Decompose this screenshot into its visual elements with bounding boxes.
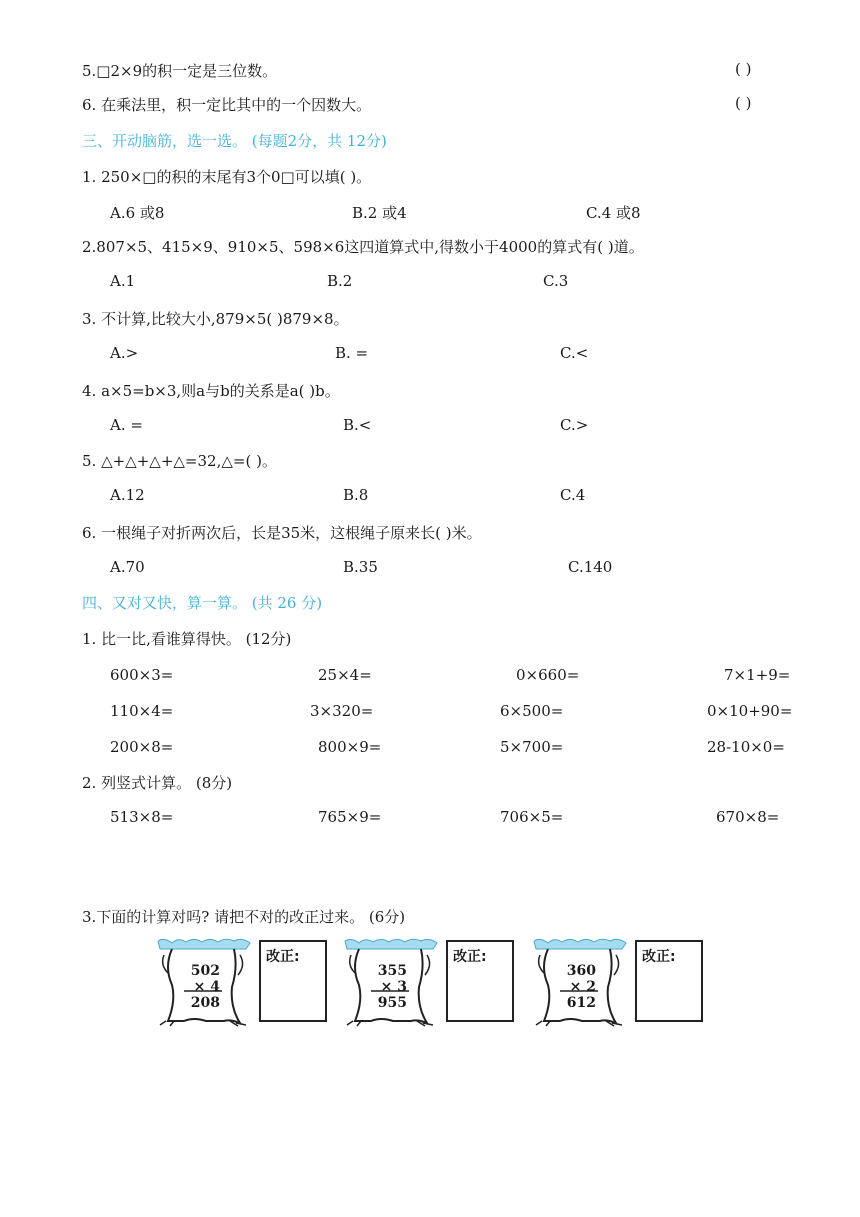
s3-q1-stem: 1. 250×□的积的末尾有3个0□可以填( )。 xyxy=(82,168,372,186)
judge-q6: 6. 在乘法里，积一定比其中的一个因数大。 xyxy=(82,96,372,114)
judge-q6-answer[interactable]: ( ) xyxy=(735,94,752,112)
oral-calc: 25×4= xyxy=(318,666,372,684)
oral-calc: 6×500= xyxy=(500,702,564,720)
section4-title: 四、又对又快，算一算。 (共 26 分) xyxy=(82,594,323,612)
tree2-multiplier: × 3 xyxy=(380,979,407,995)
vertical-calc: 765×9= xyxy=(318,808,382,826)
oral-calc: 7×1+9= xyxy=(724,666,791,684)
s3-q1-option-c[interactable]: C.4 或8 xyxy=(586,204,641,222)
tree1-multiplier: × 4 xyxy=(193,979,220,995)
s3-q2-stem: 2.807×5、415×9、910×5、598×6这四道算式中,得数小于4000的算式有( )道。 xyxy=(82,238,644,256)
s3-q3-option-a[interactable]: A.> xyxy=(110,344,139,362)
vertical-calc: 670×8= xyxy=(716,808,780,826)
vertical-calc: 706×5= xyxy=(500,808,564,826)
oral-calc: 5×700= xyxy=(500,738,564,756)
s4-part2-heading: 2. 列竖式计算。 (8分) xyxy=(82,774,233,792)
tree3-multiplier: × 2 xyxy=(569,979,596,995)
fix-label: 改正: xyxy=(453,949,487,965)
judge-q5-answer[interactable]: ( ) xyxy=(735,60,752,78)
tree3-result: 612 xyxy=(566,995,596,1011)
tree3-top: 360 xyxy=(566,963,596,979)
s3-q4-option-b[interactable]: B.< xyxy=(343,416,372,434)
oral-calc: 110×4= xyxy=(110,702,174,720)
s3-q5-option-a[interactable]: A.12 xyxy=(110,486,145,504)
oral-calc: 0×660= xyxy=(516,666,580,684)
tree2-top: 355 xyxy=(377,963,407,979)
s3-q1-option-a[interactable]: A.6 或8 xyxy=(110,204,165,222)
s3-q6-option-a[interactable]: A.70 xyxy=(110,558,145,576)
s4-part3-heading: 3.下面的计算对吗? 请把不对的改正过来。 (6分) xyxy=(82,908,406,926)
s3-q2-option-a[interactable]: A.1 xyxy=(110,272,136,290)
fix-label: 改正: xyxy=(266,949,300,965)
s3-q6-stem: 6. 一根绳子对折两次后，长是35米，这根绳子原来长( )米。 xyxy=(82,524,482,542)
vertical-calc: 513×8= xyxy=(110,808,174,826)
fix-box-1[interactable] xyxy=(259,940,327,1022)
oral-calc: 28-10×0= xyxy=(707,738,785,756)
s3-q5-stem: 5. △+△+△+△=32,△=( )。 xyxy=(82,452,277,470)
tree1-top: 502 xyxy=(190,963,220,979)
oral-calc: 200×8= xyxy=(110,738,174,756)
tree2-result: 955 xyxy=(377,995,407,1011)
s3-q3-stem: 3. 不计算,比较大小,879×5( )879×8。 xyxy=(82,310,349,328)
fix-label: 改正: xyxy=(642,949,676,965)
s3-q4-option-c[interactable]: C.> xyxy=(560,416,589,434)
s3-q2-option-c[interactable]: C.3 xyxy=(543,272,569,290)
s3-q3-option-b[interactable]: B. = xyxy=(335,344,369,362)
section3-title: 三、开动脑筋，选一选。 (每题2分，共 12分) xyxy=(82,132,387,150)
tree1-result: 208 xyxy=(190,995,220,1011)
s3-q6-option-c[interactable]: C.140 xyxy=(568,558,613,576)
judge-q5: 5.□2×9的积一定是三位数。 xyxy=(82,62,278,80)
s3-q5-option-c[interactable]: C.4 xyxy=(560,486,586,504)
s3-q4-option-a[interactable]: A. = xyxy=(110,416,143,434)
oral-calc: 0×10+90= xyxy=(707,702,793,720)
s3-q3-option-c[interactable]: C.< xyxy=(560,344,589,362)
oral-calc: 3×320= xyxy=(310,702,374,720)
s3-q2-option-b[interactable]: B.2 xyxy=(327,272,353,290)
fix-box-2[interactable] xyxy=(446,940,514,1022)
s3-q1-option-b[interactable]: B.2 或4 xyxy=(352,204,407,222)
s3-q6-option-b[interactable]: B.35 xyxy=(343,558,378,576)
oral-calc: 600×3= xyxy=(110,666,174,684)
s3-q5-option-b[interactable]: B.8 xyxy=(343,486,369,504)
s4-part1-heading: 1. 比一比,看谁算得快。 (12分) xyxy=(82,630,292,648)
fix-box-3[interactable] xyxy=(635,940,703,1022)
oral-calc: 800×9= xyxy=(318,738,382,756)
s3-q4-stem: 4. a×5=b×3,则a与b的关系是a( )b。 xyxy=(82,382,340,400)
